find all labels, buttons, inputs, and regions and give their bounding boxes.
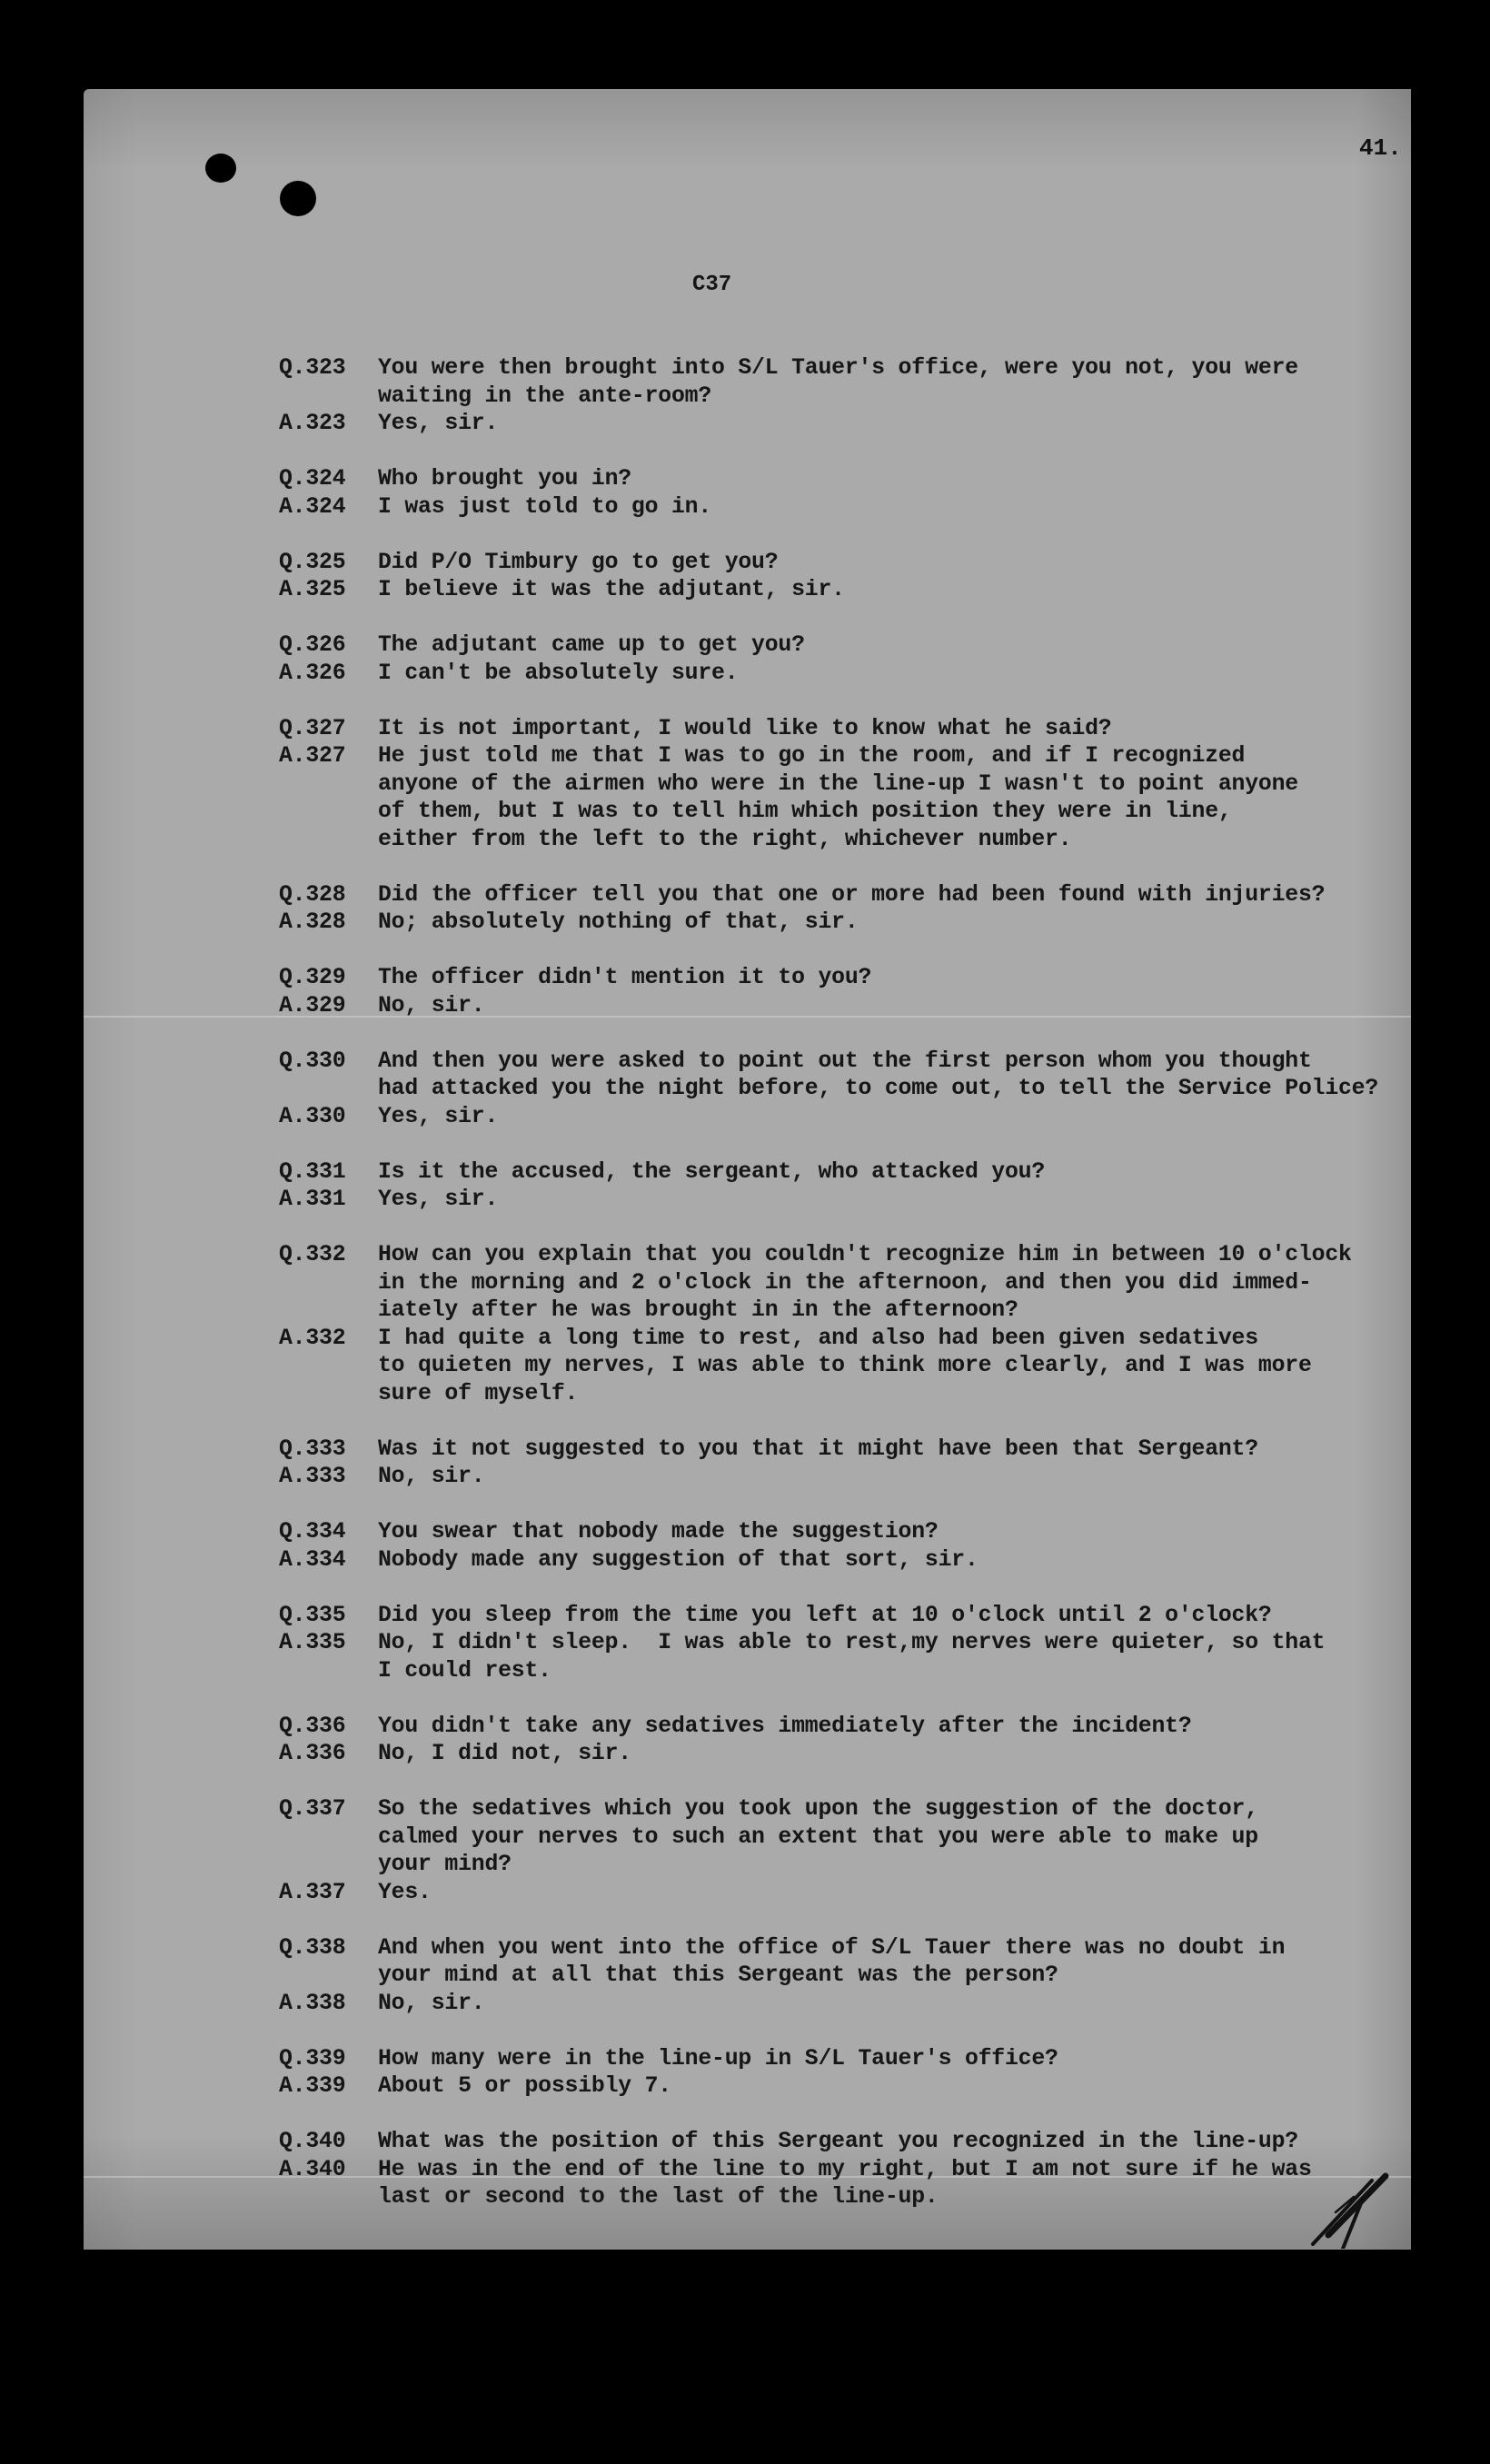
question-number [279,1075,378,1103]
question-number: Q.324 [279,466,346,492]
handwritten-initials [1308,2171,1390,2249]
answer-line [279,992,1415,1020]
question-number: Q.338 [279,1934,346,1961]
qa-block [279,1158,1415,1214]
question-text: So the sedatives which you took upon the suggestion of the doctor, [378,1796,1258,1822]
answer-text: either from the left to the right, whichever number. [378,826,1072,852]
answer-line [279,576,1415,604]
answer-number: A.331 [279,1187,346,1212]
question-line [279,1075,1415,1103]
question-text: And then you were asked to point out the first person whom you thought [378,1048,1312,1074]
question-number: Q.326 [279,632,346,658]
qa-block [279,1518,1415,1574]
answer-text: Yes. [378,1879,432,1905]
question-number [279,383,378,411]
transcript [279,354,1415,2239]
question-number: Q.330 [279,1048,346,1074]
question-text: Did P/O Timbury go to get you? [378,549,779,575]
answer-line [279,1352,1415,1380]
page-number: 41. [1359,134,1402,162]
answer-number: A.339 [279,2073,346,2099]
answer-line [279,1546,1415,1575]
answer-number: A.333 [279,1464,346,1489]
answer-number [279,1657,378,1685]
answer-text: to quieten my nerves, I was able to think more clearly, and I was more [378,1353,1312,1378]
question-text: The adjutant came up to get you? [378,632,805,658]
question-text: Did the officer tell you that one or more had been found with injuries? [378,881,1326,908]
question-text: your mind? [378,1852,512,1877]
answer-line [279,1629,1415,1657]
answer-line [279,1740,1415,1768]
answer-line [279,493,1415,522]
question-text: You didn't take any sedatives immediately after the incident? [378,1713,1192,1739]
answer-number: A.328 [279,909,346,935]
question-line [279,1158,1415,1187]
qa-block [279,2128,1415,2211]
answer-number: A.323 [279,411,346,436]
answer-number [279,1352,378,1380]
question-text: Was it not suggested to you that it might have been that Sergeant? [378,1436,1258,1462]
answer-text: Yes, sir. [378,1103,499,1129]
answer-text: I believe it was the adjutant, sir. [378,577,845,602]
question-number: Q.336 [279,1713,346,1739]
question-line [279,1823,1415,1852]
answer-number [279,770,378,799]
answer-line [279,1103,1415,1131]
question-number: Q.328 [279,881,346,908]
question-line [279,549,1415,577]
question-line [279,1518,1415,1546]
question-text: iately after he was brought in in the afternoon? [378,1297,1018,1323]
question-number [279,1851,378,1879]
question-number [279,1823,378,1852]
answer-text: anyone of the airmen who were in the line-up I wasn't to point anyone [378,770,1298,797]
answer-number: A.326 [279,660,346,686]
answer-line [279,1463,1415,1491]
question-line [279,1048,1415,1076]
qa-block [279,465,1415,521]
document-reference: C37 [692,273,732,297]
question-line [279,1436,1415,1464]
answer-text: He was in the end of the line to my right, but I am not sure if he was [378,2156,1312,2182]
question-line [279,1962,1415,1990]
question-line [279,1795,1415,1823]
question-text: How many were in the line-up in S/L Tauer's office? [378,2045,1058,2072]
answer-line [279,2156,1415,2184]
question-number [279,1269,378,1297]
qa-block [279,549,1415,604]
qa-block [279,1602,1415,1685]
answer-number: A.334 [279,1546,346,1573]
answer-line [279,1325,1415,1353]
qa-block [279,2045,1415,2101]
answer-text: No, sir. [378,1464,485,1489]
qa-block [279,964,1415,1019]
question-line [279,1602,1415,1630]
question-line [279,354,1415,383]
question-text: your mind at all that this Sergeant was the person? [378,1962,1058,1988]
qa-block [279,1436,1415,1491]
answer-text: I can't be absolutely sure. [378,660,739,686]
answer-number: A.340 [279,2156,346,2182]
answer-line [279,1186,1415,1214]
question-number [279,1297,378,1325]
question-text: calmed your nerves to such an extent that you were able to make up [378,1823,1258,1850]
qa-block [279,1795,1415,1906]
question-number [279,1962,378,1990]
question-line [279,631,1415,660]
qa-block [279,715,1415,854]
question-text: What was the position of this Sergeant you recognized in the line-up? [378,2129,1298,2154]
answer-text: I could rest. [378,1657,551,1684]
answer-number [279,1380,378,1408]
question-text: And when you went into the office of S/L Tauer there was no doubt in [378,1934,1286,1961]
question-line [279,1241,1415,1269]
answer-text: No; absolutely nothing of that, sir. [378,909,859,935]
question-number: Q.332 [279,1242,346,1267]
question-line [279,1934,1415,1962]
question-number: Q.334 [279,1519,346,1545]
question-text: You were then brought into S/L Tauer's office, were you not, you were [378,355,1298,381]
question-text: waiting in the ante-room? [378,383,712,409]
answer-line [279,1879,1415,1907]
question-line [279,1851,1415,1879]
answer-line [279,742,1415,770]
question-number: Q.329 [279,965,346,990]
answer-number [279,798,378,826]
answer-line [279,660,1415,688]
question-line [279,1713,1415,1741]
answer-text: I was just told to go in. [378,493,712,520]
qa-block [279,1934,1415,2018]
question-line [279,715,1415,743]
answer-text: Yes, sir. [378,1187,499,1212]
question-text: It is not important, I would like to know what he said? [378,715,1112,741]
answer-text: Yes, sir. [378,411,499,436]
question-text: in the morning and 2 o'clock in the afternoon, and then you did immed- [378,1269,1312,1296]
question-text: You swear that nobody made the suggestion? [378,1519,939,1545]
answer-line [279,798,1415,826]
question-number: Q.333 [279,1436,346,1462]
answer-number: A.337 [279,1879,346,1905]
question-number: Q.325 [279,549,346,575]
question-number: Q.339 [279,2045,346,2072]
question-line [279,383,1415,411]
answer-line [279,1990,1415,2018]
qa-block [279,1241,1415,1407]
answer-text: He just told me that I was to go in the room, and if I recognized [378,743,1246,769]
answer-number: A.327 [279,743,346,769]
answer-text: I had quite a long time to rest, and also had been given sedatives [378,1325,1258,1351]
answer-text: last or second to the last of the line-up. [378,2184,939,2210]
qa-block [279,631,1415,687]
question-line [279,2045,1415,2073]
punch-hole [205,154,236,183]
question-line [279,2128,1415,2156]
qa-block [279,1713,1415,1768]
question-line [279,964,1415,992]
qa-block [279,354,1415,438]
question-text: had attacked you the night before, to come out, to tell the Service Police? [378,1076,1379,1101]
qa-block [279,1048,1415,1131]
answer-number [279,826,378,854]
answer-text: No, sir. [378,1990,485,2016]
answer-line [279,410,1415,438]
answer-line [279,909,1415,937]
answer-text: Nobody made any suggestion of that sort, sir. [378,1546,978,1573]
question-line [279,881,1415,909]
answer-text: No, I did not, sir. [378,1741,631,1766]
qa-block [279,881,1415,937]
question-number: Q.323 [279,355,346,381]
answer-line [279,2072,1415,2101]
question-text: Did you sleep from the time you left at 10 o'clock until 2 o'clock? [378,1602,1272,1628]
question-line [279,1297,1415,1325]
question-number: Q.327 [279,715,346,741]
answer-number: A.329 [279,992,346,1018]
question-number: Q.331 [279,1158,346,1185]
answer-text: sure of myself. [378,1380,579,1406]
question-line [279,465,1415,493]
answer-line [279,2183,1415,2211]
question-line [279,1269,1415,1297]
answer-number: A.338 [279,1990,346,2016]
answer-number [279,2183,378,2211]
question-number: Q.335 [279,1602,346,1628]
answer-line [279,770,1415,799]
question-text: The officer didn't mention it to you? [378,965,872,990]
answer-number: A.335 [279,1630,346,1655]
question-number: Q.340 [279,2129,346,2154]
answer-line [279,1657,1415,1685]
answer-number: A.330 [279,1103,346,1129]
question-text: Is it the accused, the sergeant, who attacked you? [378,1158,1046,1185]
answer-text: About 5 or possibly 7. [378,2073,671,2099]
answer-number: A.332 [279,1325,346,1351]
answer-text: of them, but I was to tell him which position they were in line, [378,799,1232,824]
answer-text: No, sir. [378,992,485,1018]
answer-text: No, I didn't sleep. I was able to rest,my nerves were quieter, so that [378,1630,1326,1655]
answer-line [279,1380,1415,1408]
question-number: Q.337 [279,1796,346,1822]
punch-hole [280,181,316,216]
answer-number: A.336 [279,1741,346,1766]
question-text: How can you explain that you couldn't recognize him in between 10 o'clock [378,1242,1352,1267]
answer-number: A.324 [279,493,346,520]
answer-line [279,826,1415,854]
answer-number: A.325 [279,577,346,602]
question-text: Who brought you in? [378,466,631,492]
